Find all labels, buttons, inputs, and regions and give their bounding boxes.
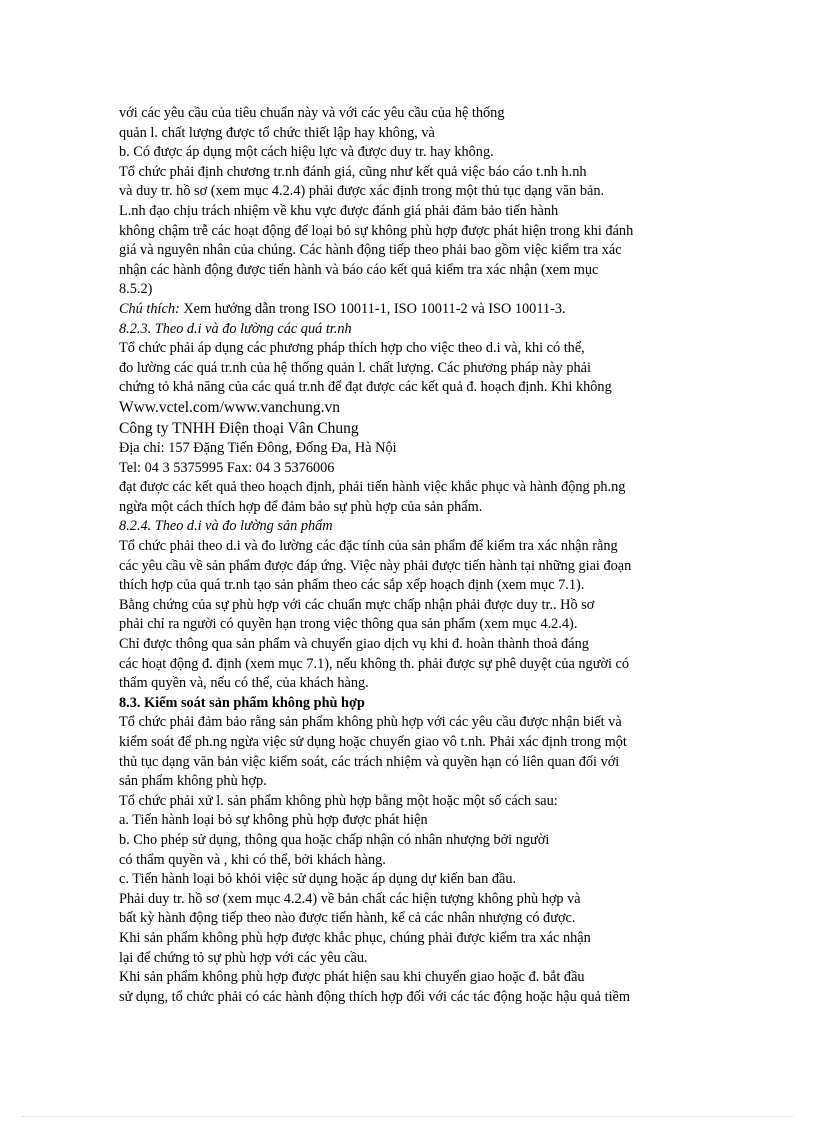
text-line: với các yêu cầu của tiêu chuẩn này và với các yêu cầu của hệ thống	[119, 105, 505, 121]
text-line: a. Tiến hành loại bỏ sự không phù hợp được phát hiện	[119, 812, 428, 829]
text-line: đo lường các quá tr.nh của hệ thống quản l. chất lượng. Các phương pháp này phải	[119, 359, 591, 376]
text-line: Tổ chức phải xử l. sản phẩm không phù hợp bằng một hoặc một số cách sau:	[119, 792, 558, 809]
text-line: Địa chỉ: 157 Đặng Tiến Đông, Đống Đa, Hà Nội	[119, 440, 397, 457]
text-line: L.nh đạo chịu trách nhiệm về khu vực được đánh giá phải đảm bảo tiến hành	[119, 202, 559, 219]
text-line: Tổ chức phải định chương tr.nh đánh giá, cũng như kết quả việc báo cáo t.nh h.nh	[119, 163, 587, 180]
text-line: 8.5.2)	[119, 281, 153, 298]
text-line: Phải duy tr. hồ sơ (xem mục 4.2.4) về bản chất các hiện tượng không phù hợp và	[119, 890, 581, 907]
text-line: giá và nguyên nhân của chúng. Các hành động tiếp theo phải bao gồm việc kiểm tra xác	[119, 242, 622, 259]
section-heading: 8.2.4. Theo d.i và đo lường sản phẩm	[119, 518, 333, 535]
text-line: thủ tục dạng văn bản việc kiểm soát, các trách nhiệm và quyền hạn có liên quan đối với	[119, 753, 620, 770]
text-line: đạt được các kết quả theo hoạch định, phải tiến hành việc khắc phục và hành động ph.ng	[119, 479, 626, 496]
text-line: Chú thích: Xem hướng dẫn trong ISO 10011-1, ISO 10011-2 và ISO 10011-3.	[119, 300, 566, 317]
section-heading: 8.3. Kiểm soát sản phẩm không phù hợp	[119, 694, 365, 711]
text-line: kiểm soát để ph.ng ngừa việc sử dụng hoặc chuyển giao vô t.nh. Phải xác định trong một	[119, 734, 627, 750]
text-line: lại để chứng tỏ sự phù hợp với các yêu cầu.	[119, 949, 368, 966]
text-line: sử dụng, tổ chức phải có các hành động thích hợp đối với các tác động hoặc hậu quả tiềm	[119, 988, 631, 1005]
text-line: Bằng chứng của sự phù hợp với các chuẩn mực chấp nhận phải được duy tr.. Hồ sơ	[119, 596, 595, 613]
text-line: thẩm quyền và, nếu có thể, của khách hàng.	[119, 675, 369, 692]
text-line: Www.vctel.com/www.vanchung.vn	[119, 398, 340, 416]
text-line: Khi sản phẩm không phù hợp được khắc phục, chúng phải được kiểm tra xác nhận	[119, 929, 591, 946]
text-line: các hoạt động đ. định (xem mục 7.1), nếu không th. phải được sự phê duyệt của người có	[119, 655, 630, 672]
note-label: Chú thích:	[119, 300, 180, 317]
text-line: phải chỉ ra người có quyền hạn trong việc thông qua sản phẩm (xem mục 4.2.4).	[119, 616, 578, 633]
text-line: sản phẩm không phù hợp.	[119, 773, 267, 790]
text-line: chứng tỏ khả năng của các quá tr.nh để đạt được các kết quả đ. hoạch định. Khi không	[119, 379, 612, 396]
text-line: không chậm trễ các hoạt động để loại bỏ sự không phù hợp được phát hiện trong khi đánh	[119, 222, 634, 239]
text-line: b. Cho phép sử dụng, thông qua hoặc chấp nhận có nhân nhượng bởi người	[119, 831, 550, 848]
text-line: Tel: 04 3 5375995 Fax: 04 3 5376006	[119, 459, 335, 476]
text-line: Tổ chức phải theo d.i và đo lường các đặc tính của sản phẩm để kiểm tra xác nhận rằng	[119, 538, 618, 555]
text-line: quản l. chất lượng được tổ chức thiết lập hay không, và	[119, 124, 435, 141]
text-line: ngừa một cách thích hợp để đảm bảo sự phù hợp của sản phẩm.	[119, 498, 483, 515]
text-line: nhận các hành động được tiến hành và báo cáo kết quả kiểm tra xác nhận (xem mục	[119, 261, 599, 278]
text-line: các yêu cầu về sản phẩm được đáp ứng. Việc này phải được tiến hành tại những giai đoạn	[119, 557, 632, 574]
text-line: thích hợp của quá tr.nh tạo sản phẩm theo các sắp xếp hoạch định (xem mục 7.1).	[119, 577, 585, 594]
text-line: và duy tr. hồ sơ (xem mục 4.2.4) phải được xác định trong một thủ tục dạng văn bản.	[119, 183, 605, 200]
text-line: b. Có được áp dụng một cách hiệu lực và được duy tr. hay không.	[119, 144, 494, 161]
text-line: Tổ chức phải đảm bảo rằng sản phẩm không phù hợp với các yêu cầu được nhận biết và	[119, 714, 622, 731]
text-line: Chỉ được thông qua sản phẩm và chuyển giao dịch vụ khi đ. hoàn thành thoả đáng	[119, 636, 589, 653]
document-page	[119, 104, 699, 1007]
page-bottom-rule	[22, 1116, 794, 1117]
text-line: Công ty TNHH Điện thoại Vân Chung	[119, 419, 359, 437]
text-line: Khi sản phẩm không phù hợp được phát hiện sau khi chuyển giao hoặc đ. bắt đầu	[119, 969, 585, 986]
section-heading: 8.2.3. Theo d.i và đo lường các quá tr.nh	[119, 320, 352, 337]
text-line: bất kỳ hành động tiếp theo nào được tiến hành, kể cả các nhân nhượng có được.	[119, 910, 576, 927]
text-line: Tổ chức phải áp dụng các phương pháp thích hợp cho việc theo d.i và, khi có thể,	[119, 340, 585, 357]
text-line: có thẩm quyền và , khi có thể, bởi khách hàng.	[119, 851, 386, 868]
text-line: c. Tiến hành loại bỏ khỏi việc sử dụng hoặc áp dụng dự kiến ban đầu.	[119, 871, 517, 888]
